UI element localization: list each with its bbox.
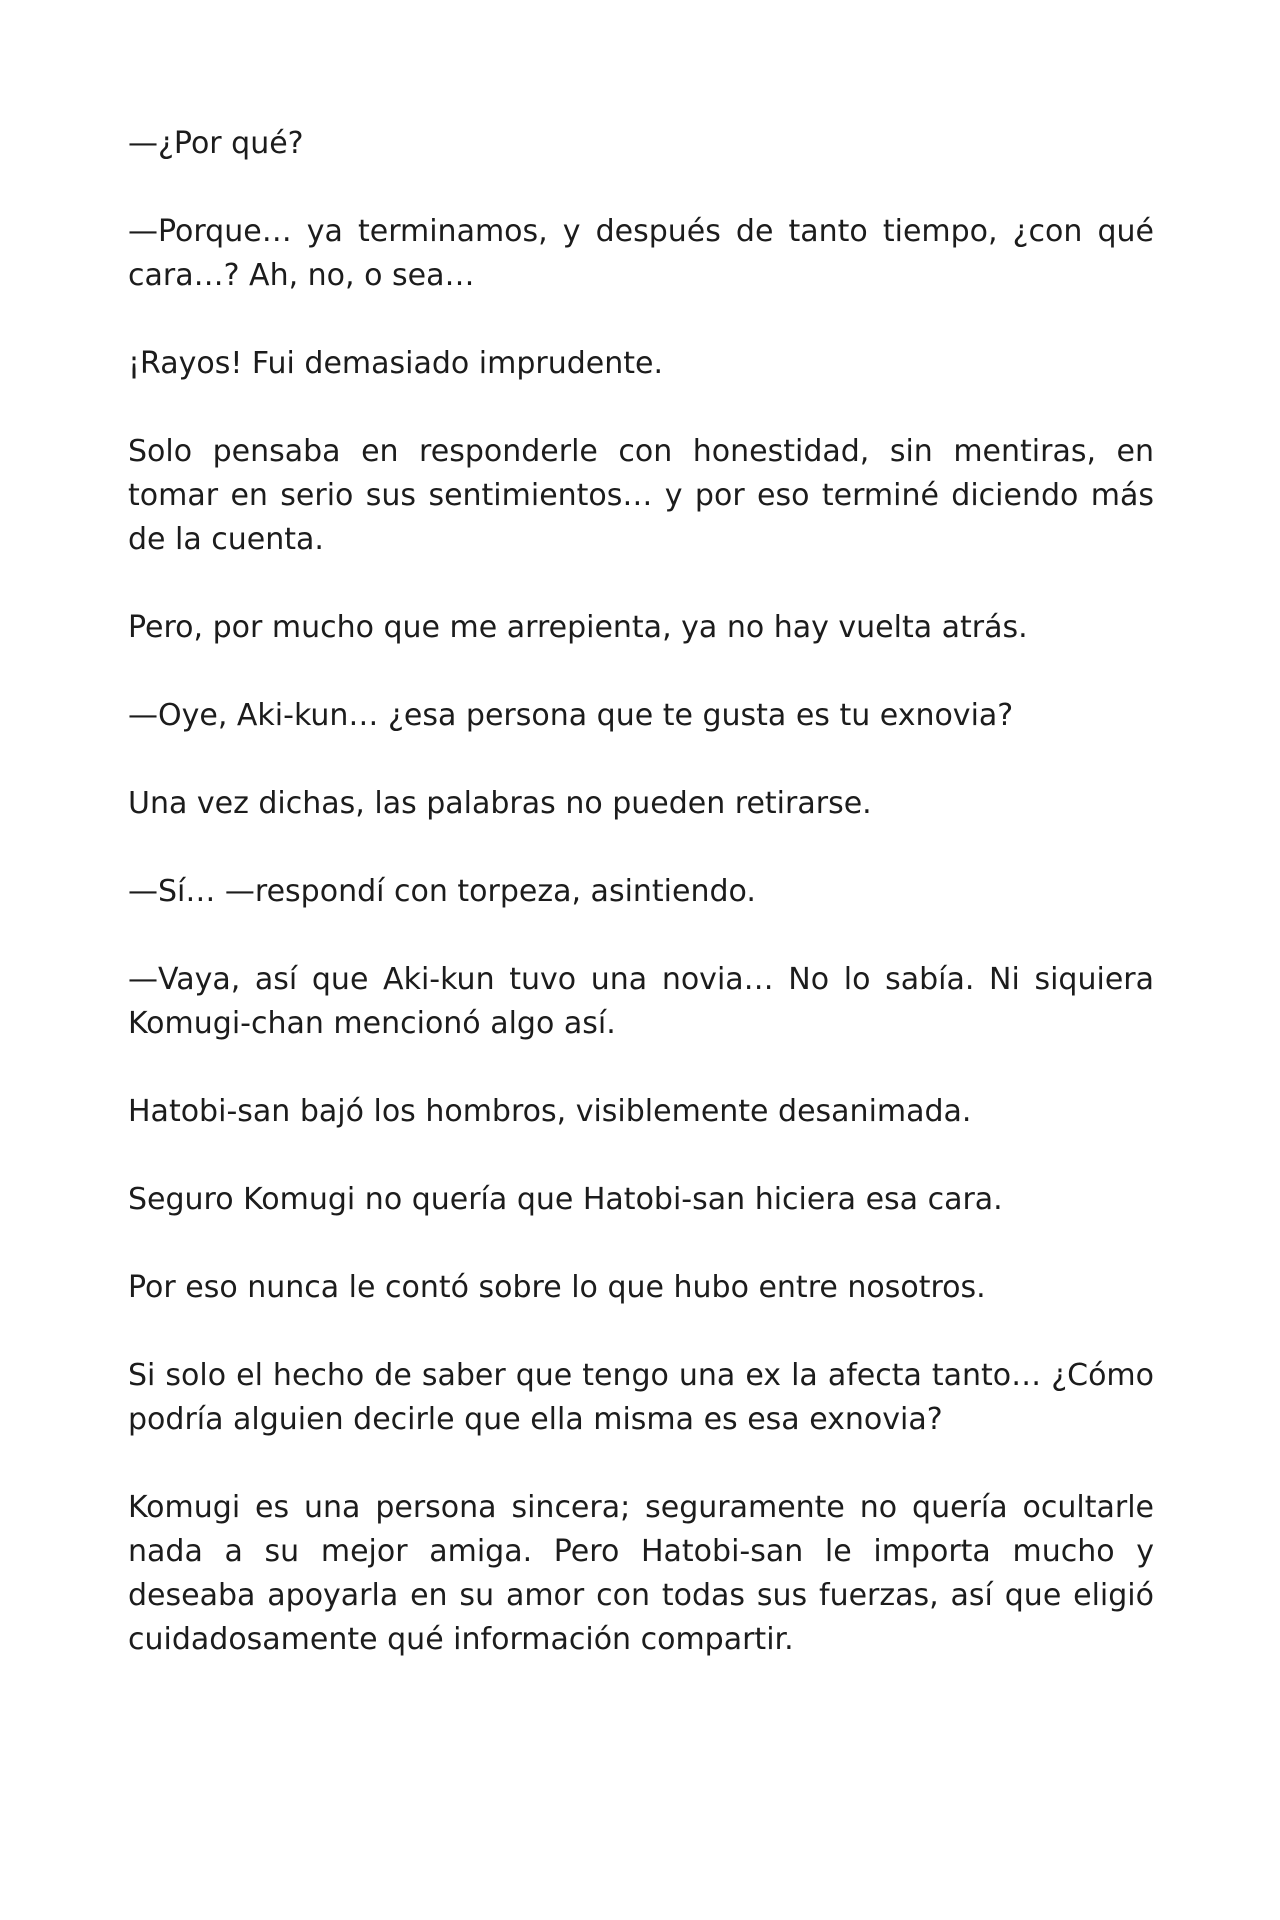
paragraph-13: Si solo el hecho de saber que tengo una ex la afecta tanto… ¿Cómo podría alguien decirle que ella misma es esa exnovia? — [128, 1358, 1154, 1437]
paragraph-7: Una vez dichas, las palabras no pueden retirarse. — [128, 786, 872, 821]
paragraph-1: —¿Por qué? — [128, 126, 304, 161]
paragraph-4: Solo pensaba en responderle con honestidad, sin mentiras, en tomar en serio sus sentimientos… y por eso terminé diciendo más de la cuenta. — [128, 434, 1154, 557]
paragraph-2: —Porque… ya terminamos, y después de tanto tiempo, ¿con qué cara…? Ah, no, o sea… — [128, 214, 1154, 293]
paragraph-5: Pero, por mucho que me arrepienta, ya no hay vuelta atrás. — [128, 610, 1028, 645]
paragraph-9: —Vaya, así que Aki-kun tuvo una novia… No lo sabía. Ni siquiera Komugi-chan mencionó algo así. — [128, 962, 1154, 1041]
paragraph-8: —Sí… —respondí con torpeza, asintiendo. — [128, 874, 756, 909]
document-page — [128, 122, 1154, 1706]
paragraph-10: Hatobi-san bajó los hombros, visiblemente desanimada. — [128, 1094, 972, 1129]
paragraph-3: ¡Rayos! Fui demasiado imprudente. — [128, 346, 664, 381]
paragraph-12: Por eso nunca le contó sobre lo que hubo entre nosotros. — [128, 1270, 986, 1305]
paragraph-6: —Oye, Aki-kun… ¿esa persona que te gusta es tu exnovia? — [128, 698, 1014, 733]
paragraph-11: Seguro Komugi no quería que Hatobi-san hiciera esa cara. — [128, 1182, 1003, 1217]
paragraph-14: Komugi es una persona sincera; seguramente no quería ocultarle nada a su mejor amiga. Pero Hatobi-san le importa mucho y deseaba apoyarla en su amor con todas sus fuerzas, así que eligió cuidadosamente qué información compartir. — [128, 1490, 1154, 1657]
